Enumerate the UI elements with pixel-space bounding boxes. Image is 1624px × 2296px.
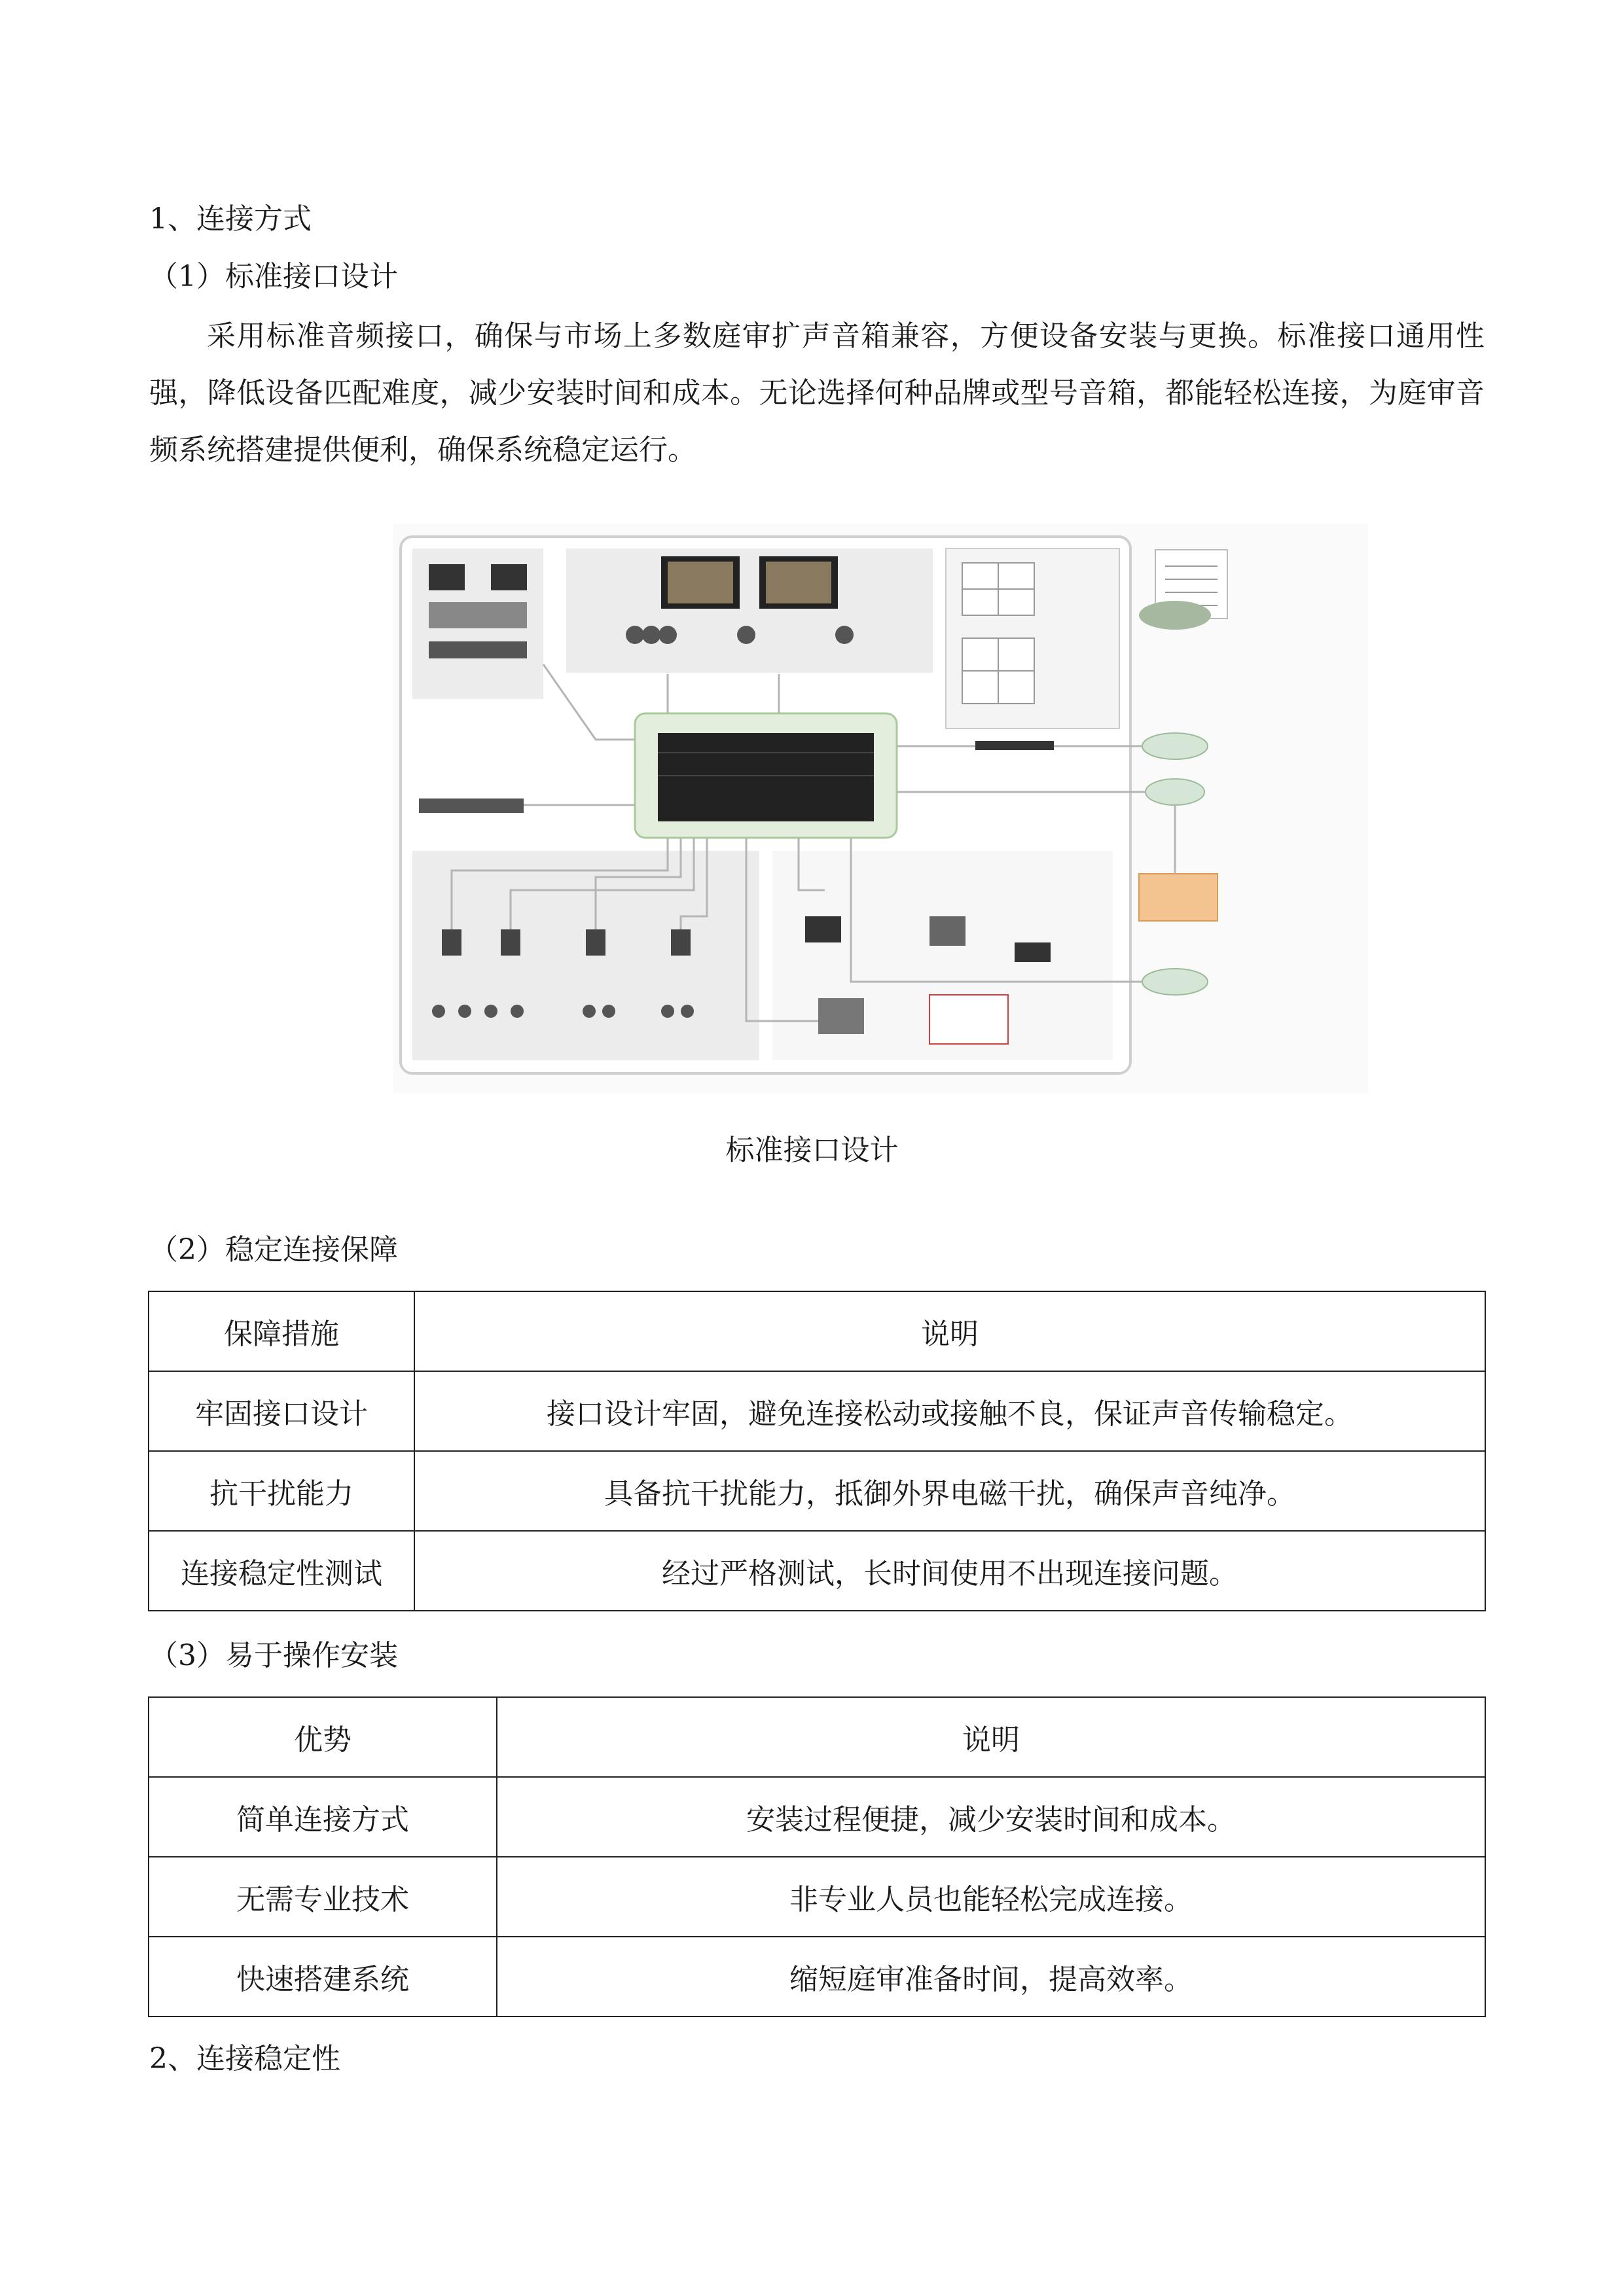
figure-caption: 标准接口设计 (725, 1134, 899, 1167)
table-cell: 连接稳定性测试 (149, 1531, 414, 1611)
table-cell: 非专业人员也能轻松完成连接。 (497, 1857, 1485, 1937)
table-header-row (149, 1697, 1485, 1777)
mic-unit-4 (671, 929, 691, 956)
table-cell: 接口设计牢固，避免连接松动或接触不良，保证声音传输稳定。 (414, 1371, 1485, 1451)
paragraph-text: 采用标准音频接口，确保与市场上多数庭审扩声音箱兼容，方便设备安装与更换。标准接口通用性强，降低设备匹配难度，减少安装时间和成本。无论选择何种品牌或型号音箱，都能轻松连接，为庭审音频系统搭建提供便利，确保系统稳定运行。 (149, 319, 1485, 467)
mic-unit-3 (586, 929, 605, 956)
camera-2 (642, 626, 660, 644)
table-cell: 牢固接口设计 (149, 1371, 414, 1451)
camera-1 (626, 626, 644, 644)
table-row (149, 1531, 1485, 1611)
stability-table (148, 1291, 1486, 1611)
section-2-heading: 2、连接稳定性 (149, 2042, 340, 2075)
table-cell: 具备抗干扰能力，抵御外界电磁干扰，确保声音纯净。 (414, 1451, 1485, 1531)
mic-unit-1 (442, 929, 461, 956)
bottom-camera-2 (818, 998, 864, 1034)
mic-unit-2 (501, 929, 520, 956)
table-header-row (149, 1291, 1485, 1371)
table-cell: 安装过程便捷，减少安装时间和成本。 (497, 1777, 1485, 1857)
remote-device-top (1139, 601, 1211, 630)
network-switch (975, 741, 1054, 750)
panel-top-center (566, 548, 933, 673)
rack-device-left (419, 798, 524, 813)
installation-table (148, 1696, 1486, 2017)
table-cell: 抗干扰能力 (149, 1451, 414, 1531)
section-1-heading: 1、连接方式 (149, 202, 312, 236)
subsection-3-heading: （3）易于操作安装 (149, 1639, 398, 1672)
camera-5 (835, 626, 854, 644)
central-controller-device (658, 733, 874, 821)
table-header-cell: 说明 (497, 1697, 1485, 1777)
subsection-1-heading: （1）标准接口设计 (149, 260, 398, 293)
system-diagram-figure (393, 524, 1368, 1093)
table-row (149, 1937, 1485, 2017)
printer-device (929, 916, 965, 946)
table-header-cell: 优势 (149, 1697, 497, 1777)
cloud-node-2 (1146, 779, 1204, 805)
table-cell: 无需专业技术 (149, 1857, 497, 1937)
table-cell: 简单连接方式 (149, 1777, 497, 1857)
paragraph-standard-interface (149, 308, 1485, 478)
system-diagram (393, 524, 1368, 1093)
camera-3 (659, 626, 677, 644)
cloud-node-1 (1142, 733, 1208, 759)
speaker-device-1 (429, 564, 465, 590)
processor-device (429, 641, 527, 658)
table-header-cell: 保障措施 (149, 1291, 414, 1371)
camera-4 (737, 626, 755, 644)
printer-device-2 (1015, 942, 1051, 962)
table-row (149, 1371, 1485, 1451)
bottom-camera-1 (805, 916, 841, 942)
table-cell: 缩短庭审准备时间，提高效率。 (497, 1937, 1485, 2017)
table-row (149, 1857, 1485, 1937)
red-label-box (929, 995, 1008, 1044)
cloud-node-3 (1142, 969, 1208, 995)
table-cell: 快速搭建系统 (149, 1937, 497, 2017)
table-row (149, 1451, 1485, 1531)
amplifier-device (429, 602, 527, 628)
subsection-2-heading: （2）稳定连接保障 (149, 1233, 398, 1266)
speaker-device-2 (491, 564, 527, 590)
table-cell: 经过严格测试，长时间使用不出现连接问题。 (414, 1531, 1485, 1611)
orange-terminal-box (1139, 874, 1218, 921)
table-row (149, 1777, 1485, 1857)
table-header-cell: 说明 (414, 1291, 1485, 1371)
